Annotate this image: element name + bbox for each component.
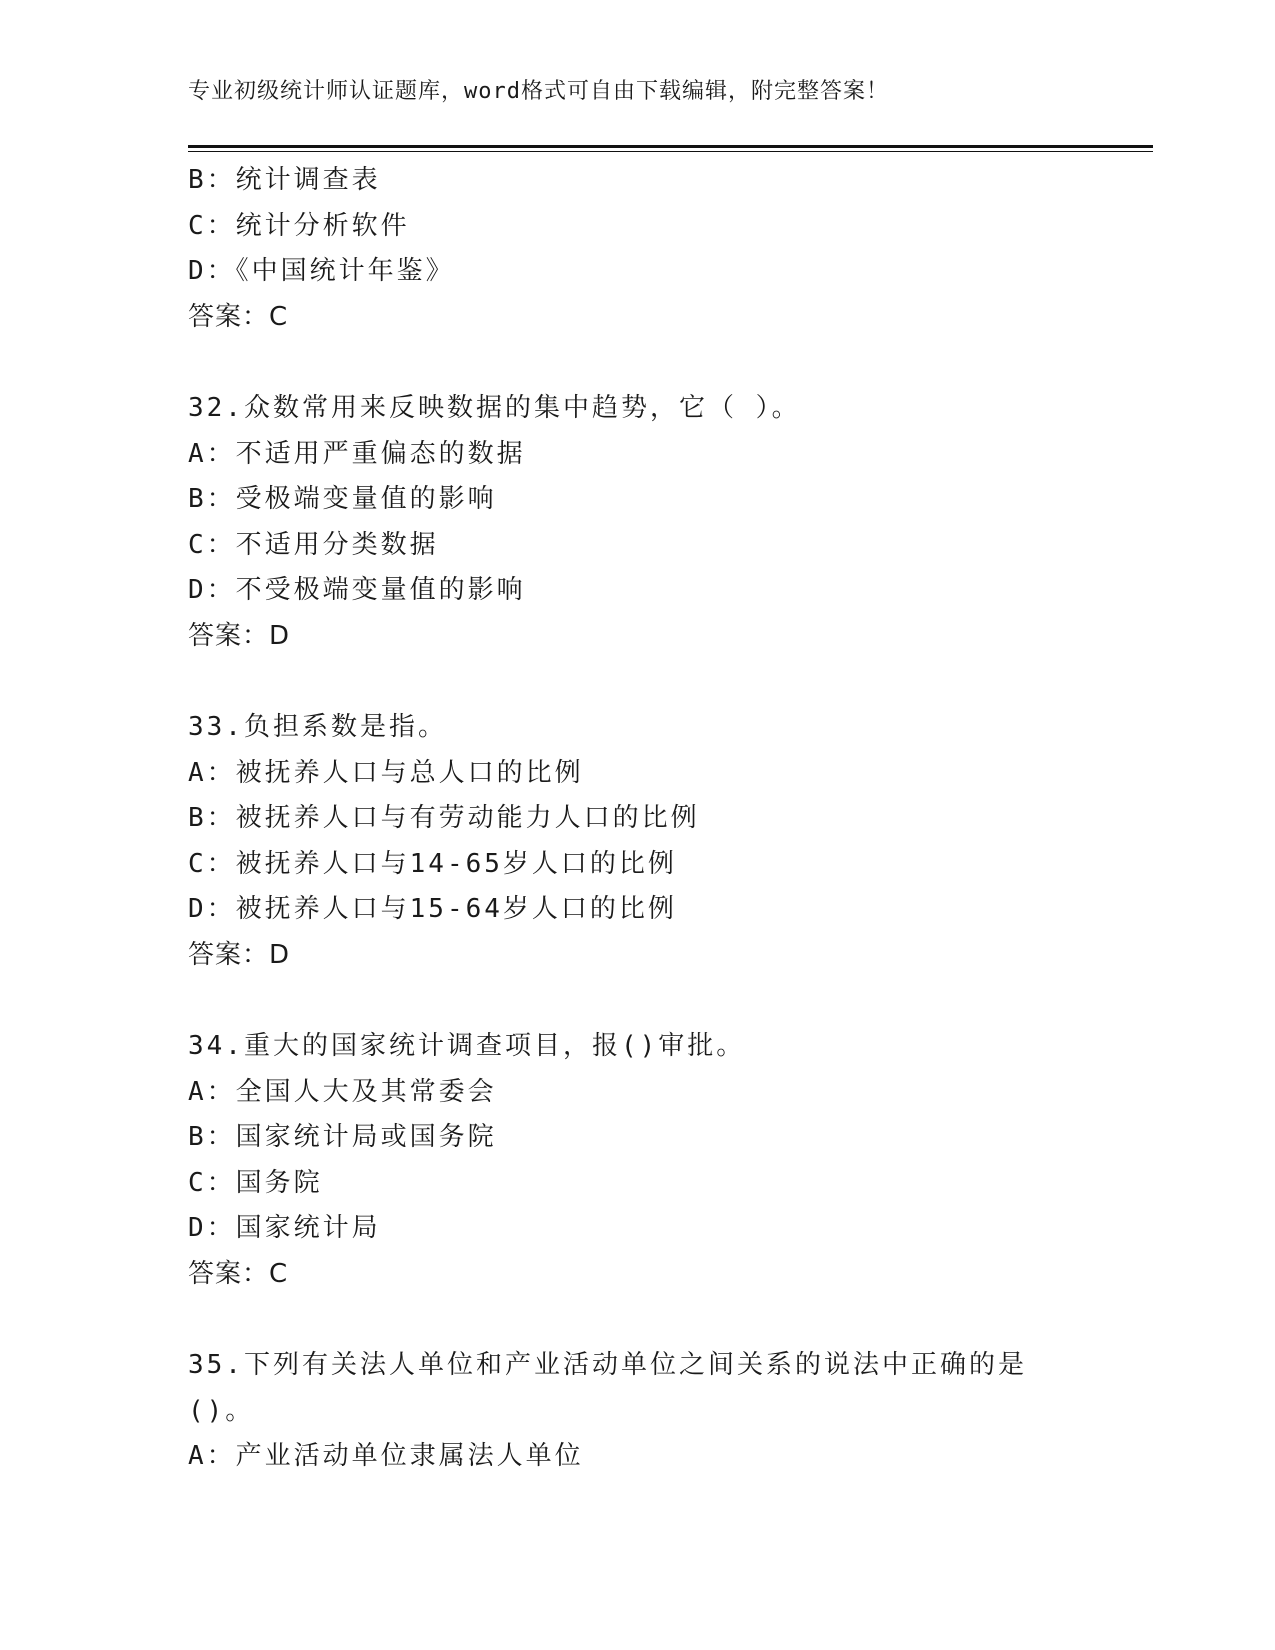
option-b: B：国家统计局或国务院 — [188, 1122, 497, 1152]
option-a: A：被抚养人口与总人口的比例 — [188, 757, 584, 788]
option-b: B：统计调查表 — [188, 165, 381, 195]
question-stem: 35.下列有关法人单位和产业活动单位之间关系的说法中正确的是()。 — [188, 1350, 1027, 1426]
answer: 答案：D — [188, 620, 291, 651]
option-a: A：产业活动单位隶属法人单位 — [188, 1441, 584, 1471]
answer: 答案：C — [188, 301, 289, 332]
question-31-fragment — [188, 158, 1088, 340]
option-d: D：《中国统计年鉴》 — [188, 256, 455, 286]
question-stem: 34.重大的国家统计调查项目，报()审批。 — [188, 1031, 746, 1061]
option-c: C：统计分析软件 — [188, 210, 410, 241]
question-stem: 33.负担系数是指。 — [188, 712, 447, 742]
page-header: 专业初级统计师认证题库，word格式可自由下载编辑，附完整答案！ — [188, 79, 889, 104]
option-b: B：被抚养人口与有劳动能力人口的比例 — [188, 803, 700, 833]
question-content — [188, 158, 1088, 1480]
answer: 答案：D — [188, 939, 291, 970]
option-c: C：不适用分类数据 — [188, 529, 439, 560]
question-stem: 32.众数常用来反映数据的集中趋势，它（ ）。 — [188, 393, 801, 423]
option-d: D：被抚养人口与15-64岁人口的比例 — [188, 894, 677, 924]
answer: 答案：C — [188, 1258, 289, 1289]
option-b: B：受极端变量值的影响 — [188, 484, 497, 514]
question-32 — [188, 386, 1088, 659]
question-35 — [188, 1343, 1088, 1480]
option-a: A：不适用严重偏态的数据 — [188, 438, 526, 469]
option-c: C：被抚养人口与14-65岁人口的比例 — [188, 848, 677, 879]
option-d: D：国家统计局 — [188, 1213, 381, 1243]
option-a: A：全国人大及其常委会 — [188, 1076, 497, 1107]
header-rule — [188, 145, 1153, 151]
question-34 — [188, 1024, 1088, 1297]
option-c: C：国务院 — [188, 1167, 323, 1198]
question-33 — [188, 705, 1088, 978]
option-d: D：不受极端变量值的影响 — [188, 575, 526, 605]
